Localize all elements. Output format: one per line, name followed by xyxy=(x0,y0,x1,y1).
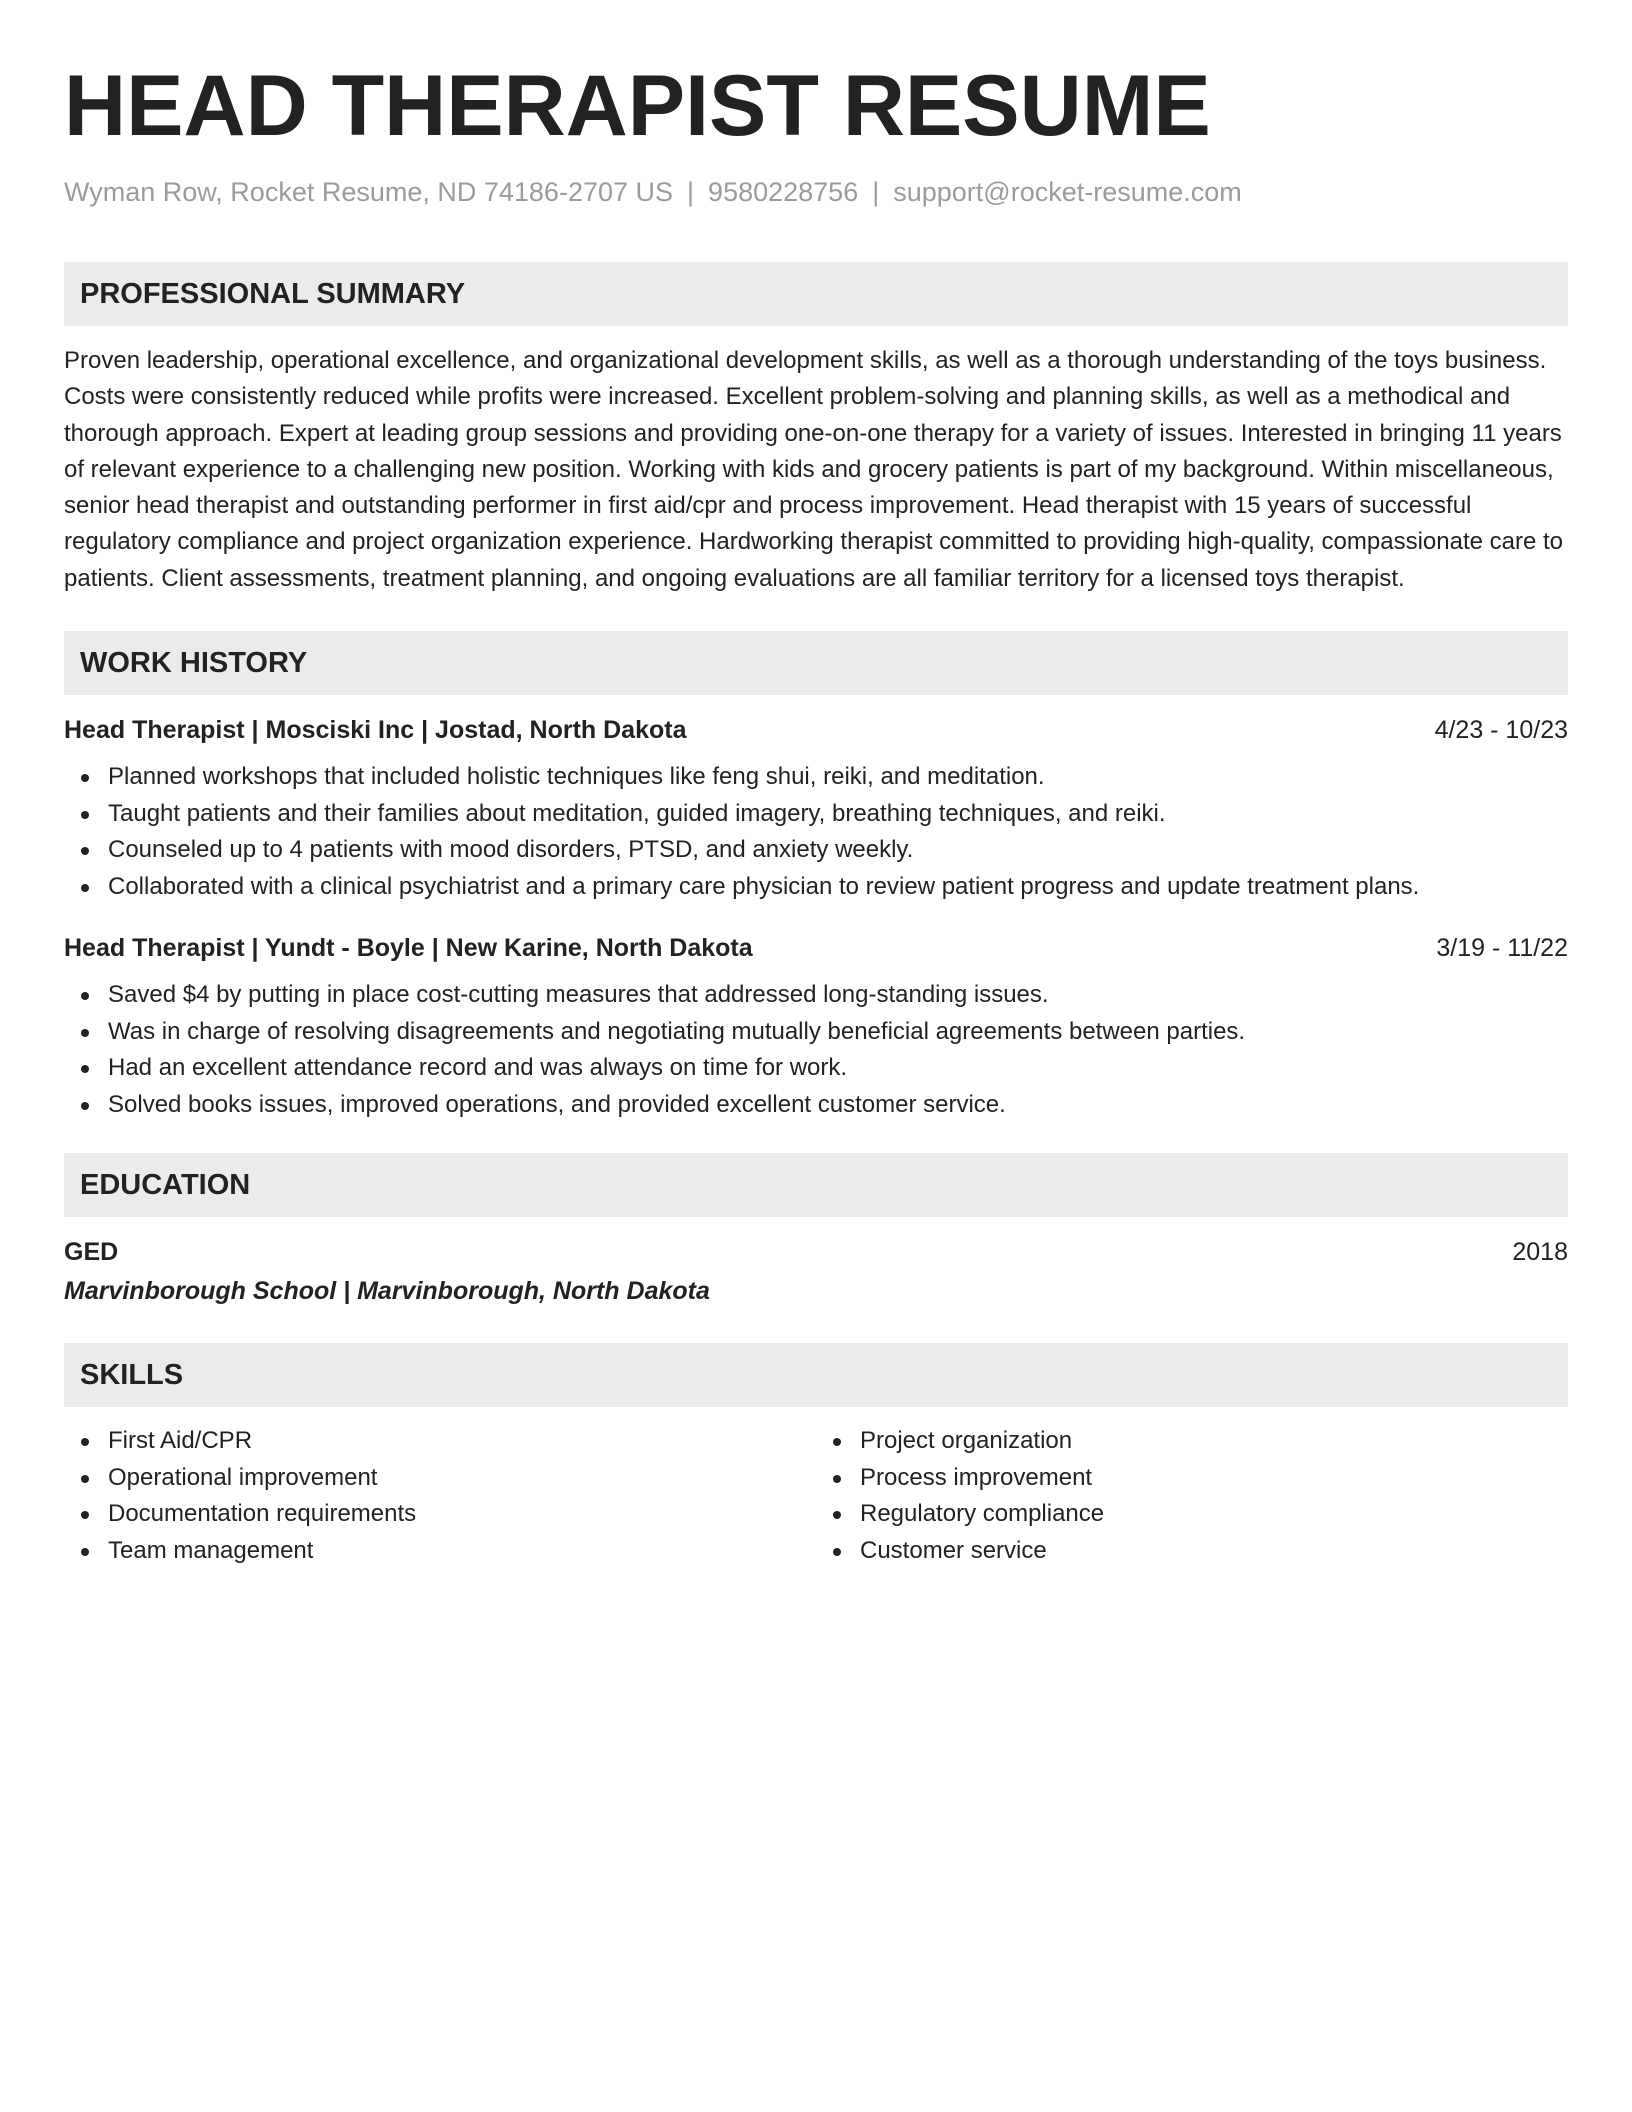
bullet-icon xyxy=(81,992,89,1000)
bullet-text: Counseled up to 4 patients with mood disorders, PTSD, and anxiety weekly. xyxy=(108,836,914,864)
skills-grid xyxy=(64,1423,1568,1569)
bullet-icon xyxy=(833,1511,841,1519)
list-item xyxy=(64,1050,1568,1087)
list-item xyxy=(64,1496,816,1533)
list-item xyxy=(64,796,1568,833)
skill-text: Regulatory compliance xyxy=(860,1500,1105,1528)
bullet-icon xyxy=(81,774,89,782)
contact-phone: 9580228756 xyxy=(708,177,859,207)
job-bullet-list xyxy=(64,759,1568,905)
list-item xyxy=(816,1533,1568,1570)
skill-text: Project organization xyxy=(860,1427,1073,1455)
list-item xyxy=(816,1423,1568,1460)
bullet-icon xyxy=(81,811,89,819)
contact-address: Wyman Row, Rocket Resume, ND 74186-2707 US xyxy=(64,177,674,207)
contact-line xyxy=(64,174,1568,210)
skill-text: Operational improvement xyxy=(108,1463,378,1491)
bullet-text: Saved $4 by putting in place cost-cutting measures that addressed long-standing issues. xyxy=(108,981,1049,1009)
job-title: Head Therapist | Yundt - Boyle | New Karine, North Dakota xyxy=(64,934,753,963)
education-degree: GED xyxy=(64,1238,119,1267)
skills-column-right xyxy=(816,1423,1568,1569)
bullet-icon xyxy=(833,1438,841,1446)
bullet-icon xyxy=(81,1548,89,1556)
education-school: Marvinborough School | Marvinborough, North Dakota xyxy=(64,1277,710,1306)
skills-column-left xyxy=(64,1423,816,1569)
list-item xyxy=(64,1533,816,1570)
bullet-icon xyxy=(81,1475,89,1483)
list-item xyxy=(816,1460,1568,1497)
list-item xyxy=(64,759,1568,796)
skill-text: First Aid/CPR xyxy=(108,1427,253,1455)
education-header xyxy=(64,1235,1568,1269)
job-dates: 3/19 - 11/22 xyxy=(1436,934,1568,963)
bullet-text: Taught patients and their families about meditation, guided imagery, breathing techniques, and reiki. xyxy=(108,799,1166,827)
summary-paragraph: Proven leadership, operational excellence, and organizational development skills, as well as a thorough understanding of the toys business. Costs were consistently reduced while profits were increased. Excellent problem-solving and planning skills, as well as a methodical and thorough approach. Expert at leading group sessions and providing one-on-one therapy for a variety of issues. Interested in bringing 11 years of relevant experience to a challenging new position. Working with kids and grocery patients is part of my background. Within miscellaneous, senior head therapist and outstanding performer in first aid/cpr and process improvement. Head therapist with 15 years of successful regulatory compliance and project organization experience. Hardworking therapist committed to providing high-quality, compassionate care to patients. Client assessments, treatment planning, and ongoing evaluations are all familiar territory for a licensed toys therapist. xyxy=(64,347,1564,592)
job-header xyxy=(64,931,1568,965)
bullet-icon xyxy=(833,1475,841,1483)
list-item xyxy=(64,1014,1568,1051)
contact-email: support@rocket-resume.com xyxy=(893,177,1242,207)
job-entry xyxy=(64,713,1568,905)
section-heading-summary: PROFESSIONAL SUMMARY xyxy=(64,262,1568,326)
contact-separator: | xyxy=(687,177,695,207)
bullet-icon xyxy=(81,1029,89,1037)
bullet-icon xyxy=(833,1548,841,1556)
section-heading-skills: SKILLS xyxy=(64,1343,1568,1407)
list-item xyxy=(64,977,1568,1014)
bullet-icon xyxy=(81,847,89,855)
list-item xyxy=(64,832,1568,869)
skill-text: Process improvement xyxy=(860,1463,1093,1491)
bullet-icon xyxy=(81,1438,89,1446)
job-dates: 4/23 - 10/23 xyxy=(1434,716,1568,745)
list-item xyxy=(64,869,1568,906)
list-item xyxy=(64,1423,816,1460)
education-entry xyxy=(64,1235,1568,1309)
list-item xyxy=(64,1460,816,1497)
bullet-text: Collaborated with a clinical psychiatrist and a primary care physician to review patient progress and update treatment plans. xyxy=(108,872,1420,900)
list-item xyxy=(64,1087,1568,1124)
job-title: Head Therapist | Mosciski Inc | Jostad, North Dakota xyxy=(64,716,687,745)
bullet-text: Planned workshops that included holistic techniques like feng shui, reiki, and meditation. xyxy=(108,763,1045,791)
contact-separator: | xyxy=(872,177,880,207)
bullet-icon xyxy=(81,1065,89,1073)
job-header xyxy=(64,713,1568,747)
skill-text: Documentation requirements xyxy=(108,1500,417,1528)
education-year: 2018 xyxy=(1512,1238,1568,1267)
section-heading-work-history: WORK HISTORY xyxy=(64,631,1568,695)
bullet-text: Was in charge of resolving disagreements and negotiating mutually beneficial agreements between parties. xyxy=(108,1017,1246,1045)
bullet-icon xyxy=(81,884,89,892)
bullet-text: Had an excellent attendance record and was always on time for work. xyxy=(108,1054,848,1082)
list-item xyxy=(816,1496,1568,1533)
job-entry xyxy=(64,931,1568,1123)
skill-text: Team management xyxy=(108,1536,314,1564)
section-heading-education: EDUCATION xyxy=(64,1153,1568,1217)
bullet-text: Solved books issues, improved operations, and provided excellent customer service. xyxy=(108,1090,1006,1118)
resume-title: HEAD THERAPIST RESUME xyxy=(64,58,1211,154)
bullet-icon xyxy=(81,1511,89,1519)
bullet-icon xyxy=(81,1102,89,1110)
skill-text: Customer service xyxy=(860,1536,1047,1564)
job-bullet-list xyxy=(64,977,1568,1123)
